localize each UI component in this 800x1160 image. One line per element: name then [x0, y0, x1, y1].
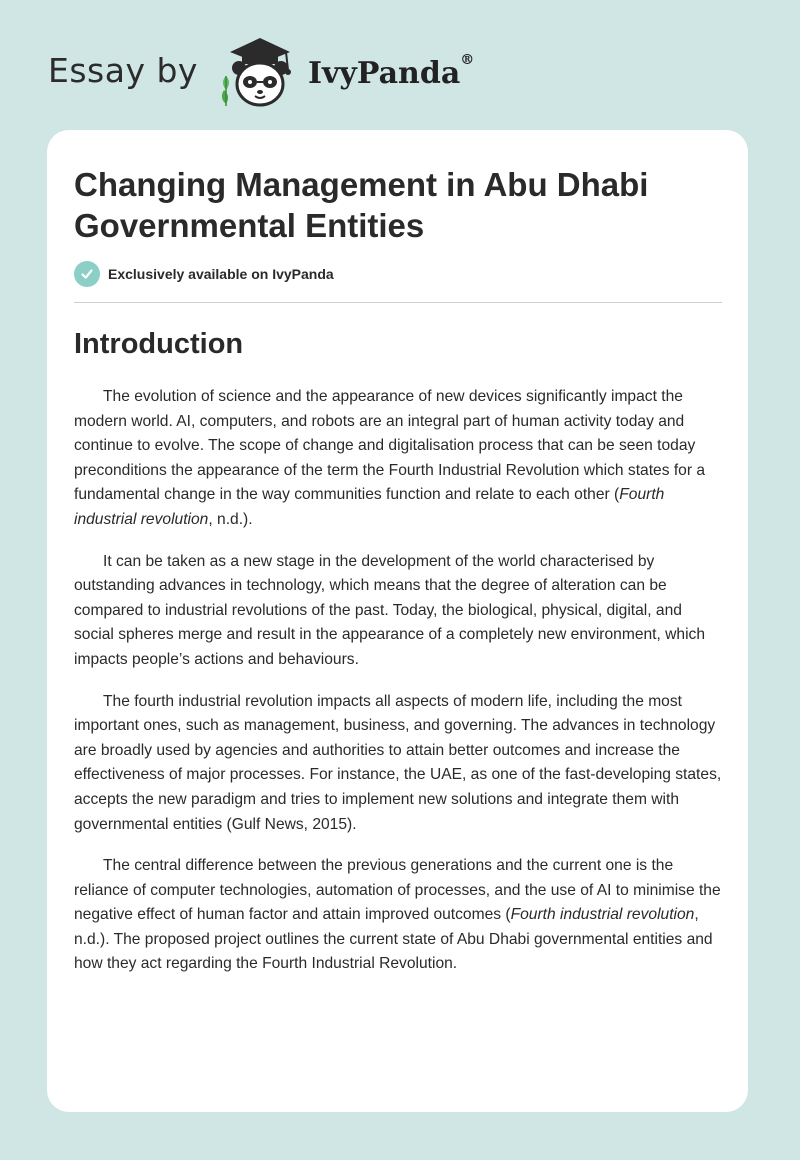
- divider: [74, 302, 722, 303]
- brand-prefix: Essay by: [48, 50, 198, 90]
- essay-title: Changing Management in Abu Dhabi Governmental Entities: [74, 166, 649, 244]
- panda-graduate-icon: [212, 30, 304, 110]
- section-heading: Introduction: [74, 328, 244, 360]
- exclusive-badge: [74, 261, 334, 287]
- essay-body: [74, 385, 726, 994]
- brand-name: IvyPanda®: [307, 51, 475, 91]
- essay-card: [47, 130, 748, 1112]
- paragraph: The fourth industrial revolution impacts all aspects of modern life, including the most important ones, such as management, business, and governing. The advances in technology are broadly used by agencies and authorities to attain better outcomes and increase the effectiveness of major processes. For instance, the UAE, as one of the fast-developing states, accepts the new paradigm and tries to implement new solutions and integrate them with governmental entities (Gulf News, 2015).: [74, 692, 722, 833]
- paragraph: The evolution of science and the appearance of new devices significantly impact the modern world. AI, computers, and robots are an integral part of human activity today and continue to evolve. The scope of change and digitalisation process that can be seen today preconditions the appearance of the term the Fourth Industrial Revolution which states for a fundamental change in the way communities function and relate to each other (Fourth industrial revolution, n.d.).: [74, 388, 706, 528]
- brand-header[interactable]: [48, 30, 474, 110]
- check-icon: [74, 261, 100, 287]
- exclusive-label: Exclusively available on IvyPanda: [108, 266, 334, 282]
- paragraph: It can be taken as a new stage in the development of the world characterised by outstanding advances in technology, which means that the degree of alteration can be compared to industrial revolutions of the past. Today, the biological, physical, digital, and social spheres merge and result in the appearance of a completely new environment, which impacts people’s actions and behaviours.: [74, 552, 706, 668]
- paragraph: The central difference between the previous generations and the current one is the reliance of computer technologies, automation of processes, and the use of AI to minimise the negative effect of human factor and attain improved outcomes (Fourth industrial revolution, n.d.). The proposed project outlines the current state of Abu Dhabi governmental entities and how they act regarding the Fourth Industrial Revolution.: [74, 857, 721, 973]
